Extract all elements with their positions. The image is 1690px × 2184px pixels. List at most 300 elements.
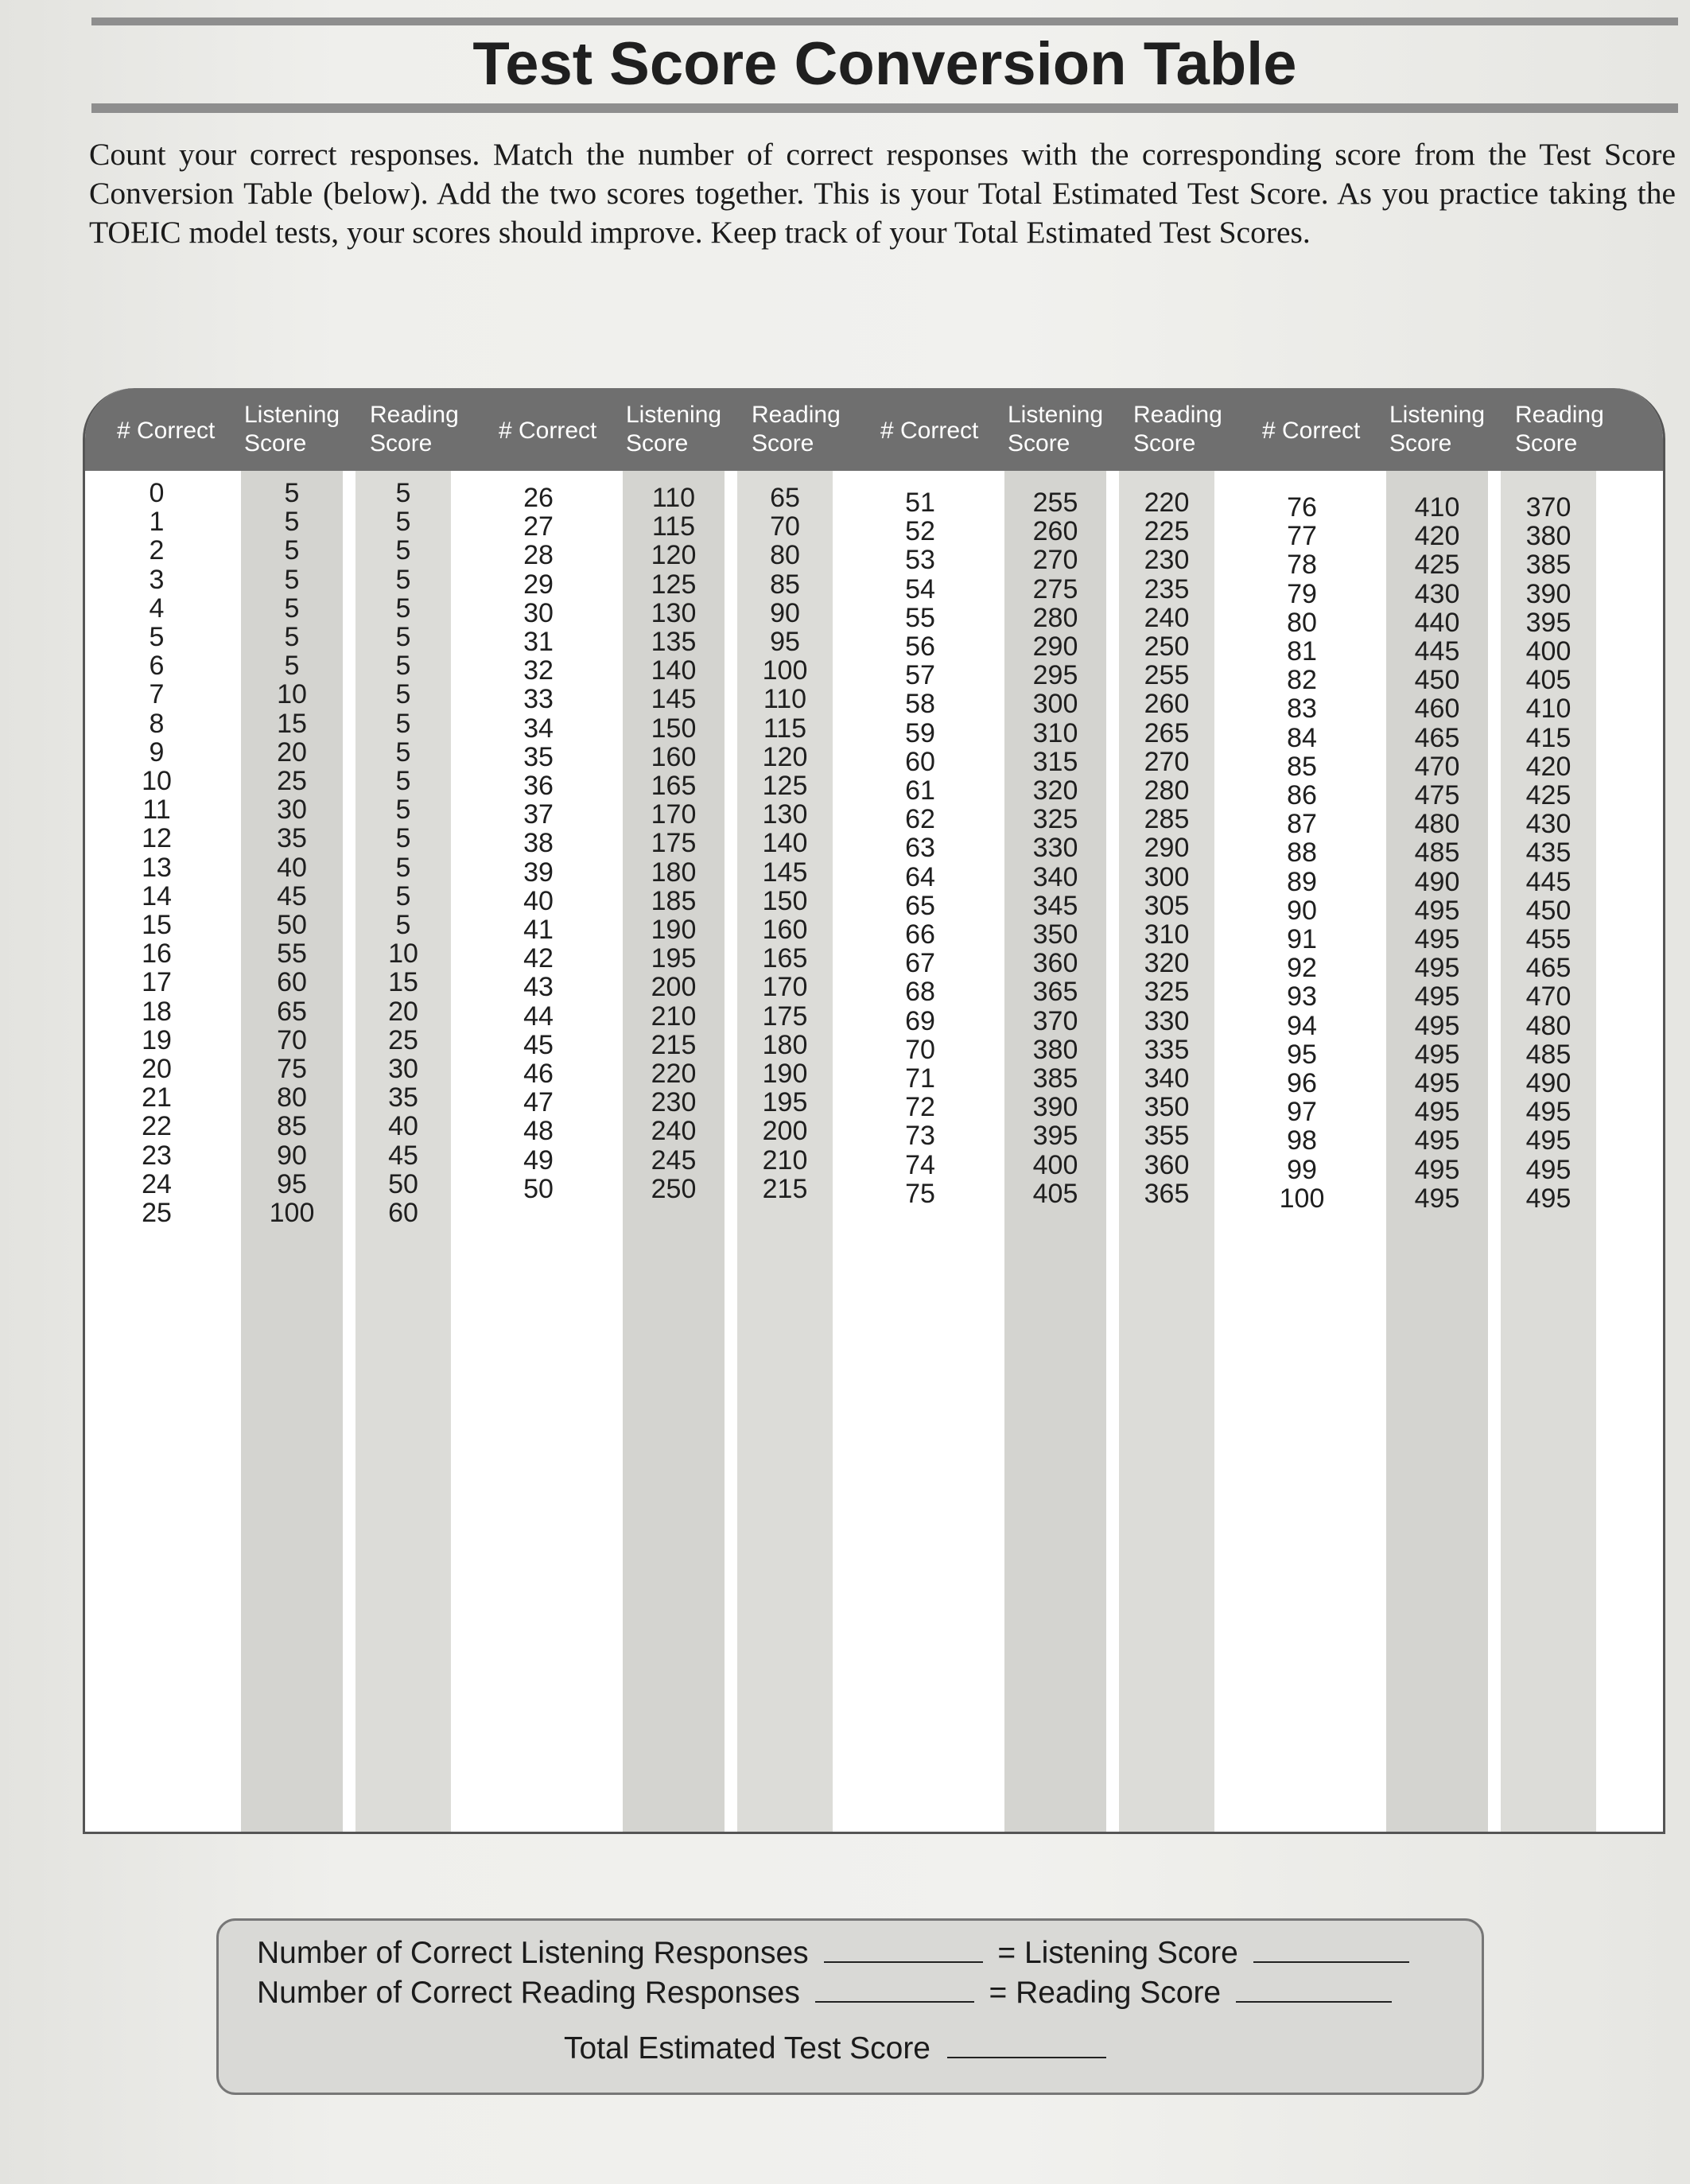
reading-cell: 265 bbox=[1144, 717, 1190, 748]
correct-cell: 48 bbox=[523, 1116, 554, 1147]
reading-cell: 85 bbox=[770, 569, 800, 600]
correct-cell: 22 bbox=[142, 1111, 172, 1142]
header-reading: Reading bbox=[370, 402, 459, 428]
reading-cell: 80 bbox=[770, 540, 800, 571]
listening-cell: 440 bbox=[1414, 607, 1460, 638]
reading-cell: 290 bbox=[1144, 833, 1190, 864]
listening-cell: 110 bbox=[651, 483, 696, 513]
correct-cell: 84 bbox=[1287, 722, 1317, 753]
reading-cell: 395 bbox=[1525, 607, 1572, 638]
reading-cell: 285 bbox=[1144, 804, 1190, 835]
header-listening: Listening bbox=[244, 402, 340, 428]
reading-cell: 305 bbox=[1144, 890, 1190, 921]
reading-cell: 480 bbox=[1525, 1010, 1572, 1041]
listening-cell: 180 bbox=[651, 857, 697, 888]
reading-cell: 190 bbox=[762, 1059, 808, 1089]
reading-responses-blank[interactable] bbox=[815, 1976, 974, 2003]
correct-cell: 82 bbox=[1287, 665, 1317, 696]
listening-cell: 400 bbox=[1032, 1149, 1078, 1180]
correct-cell: 65 bbox=[905, 890, 935, 921]
correct-cell: 85 bbox=[1287, 751, 1317, 782]
reading-cell: 270 bbox=[1144, 746, 1190, 777]
listening-cell: 170 bbox=[651, 799, 697, 830]
reading-cell: 175 bbox=[762, 1001, 808, 1032]
listening-cell: 140 bbox=[651, 655, 697, 686]
correct-cell: 69 bbox=[905, 1005, 935, 1036]
listening-cell: 215 bbox=[651, 1029, 697, 1060]
correct-cell: 3 bbox=[149, 564, 165, 595]
reading-cell: 240 bbox=[1144, 602, 1190, 633]
correct-cell: 56 bbox=[905, 631, 935, 662]
correct-cell: 87 bbox=[1287, 809, 1317, 840]
reading-cell: 100 bbox=[762, 655, 808, 686]
correct-cell: 74 bbox=[905, 1149, 935, 1180]
listening-cell: 5 bbox=[284, 535, 300, 566]
correct-cell: 25 bbox=[142, 1198, 172, 1228]
correct-cell: 90 bbox=[1287, 895, 1317, 926]
correct-cell: 39 bbox=[523, 857, 554, 888]
correct-cell: 19 bbox=[142, 1024, 172, 1055]
correct-cell: 12 bbox=[142, 823, 172, 854]
reading-cell: 365 bbox=[1144, 1178, 1190, 1209]
correct-cell: 2 bbox=[149, 535, 165, 566]
listening-cell: 25 bbox=[277, 766, 307, 796]
reading-cell: 5 bbox=[395, 795, 411, 826]
reading-cell: 470 bbox=[1525, 981, 1572, 1012]
listening-cell: 190 bbox=[651, 915, 697, 945]
correct-cell: 0 bbox=[149, 478, 165, 508]
listening-responses-blank[interactable] bbox=[824, 1936, 983, 1963]
correct-cell: 91 bbox=[1287, 924, 1317, 954]
reading-cell: 230 bbox=[1144, 545, 1190, 576]
correct-cell: 35 bbox=[523, 741, 554, 772]
listening-cell: 195 bbox=[651, 943, 697, 974]
reading-cell: 5 bbox=[395, 679, 411, 710]
page-title: Test Score Conversion Table bbox=[472, 30, 1297, 98]
reading-cell: 225 bbox=[1144, 516, 1190, 547]
correct-cell: 49 bbox=[523, 1144, 554, 1176]
header-listening-score: Score bbox=[244, 430, 307, 457]
listening-cell: 420 bbox=[1414, 521, 1460, 552]
correct-cell: 15 bbox=[142, 910, 172, 940]
header-reading-score: Score bbox=[1133, 430, 1196, 457]
header-listening: Listening bbox=[626, 402, 722, 428]
correct-cell: 11 bbox=[142, 795, 171, 826]
reading-cell: 5 bbox=[395, 852, 411, 883]
reading-cell: 5 bbox=[395, 622, 411, 652]
listening-cell: 130 bbox=[651, 597, 697, 628]
reading-cell: 5 bbox=[395, 910, 411, 940]
correct-cell: 73 bbox=[905, 1121, 935, 1152]
correct-cell: 99 bbox=[1287, 1154, 1317, 1185]
correct-cell: 32 bbox=[523, 655, 554, 686]
listening-cell: 430 bbox=[1414, 578, 1460, 609]
reading-cell: 40 bbox=[388, 1111, 418, 1142]
listening-cell: 495 bbox=[1414, 1010, 1460, 1041]
correct-cell: 30 bbox=[523, 597, 554, 628]
correct-cell: 58 bbox=[905, 689, 935, 720]
correct-cell: 33 bbox=[523, 684, 554, 715]
reading-cell: 5 bbox=[395, 535, 411, 566]
correct-cell: 6 bbox=[149, 651, 165, 682]
listening-cell: 495 bbox=[1414, 1183, 1460, 1214]
reading-cell: 445 bbox=[1525, 866, 1572, 897]
correct-cell: 24 bbox=[142, 1168, 172, 1199]
reading-cell: 115 bbox=[763, 713, 807, 744]
listening-cell: 220 bbox=[651, 1059, 697, 1089]
reading-cell: 5 bbox=[395, 708, 411, 739]
reading-cell: 250 bbox=[1144, 631, 1190, 662]
reading-cell: 430 bbox=[1525, 809, 1572, 840]
reading-cell: 410 bbox=[1525, 694, 1572, 725]
correct-cell: 78 bbox=[1287, 550, 1317, 581]
reading-cell: 130 bbox=[762, 799, 808, 830]
reading-cell: 400 bbox=[1525, 636, 1572, 666]
listening-cell: 475 bbox=[1414, 780, 1460, 810]
listening-cell: 120 bbox=[651, 540, 697, 571]
header-reading-score: Score bbox=[752, 430, 814, 457]
listening-cell: 90 bbox=[277, 1140, 307, 1171]
correct-cell: 88 bbox=[1287, 837, 1317, 869]
score-summary-box bbox=[216, 1918, 1484, 2095]
correct-cell: 42 bbox=[523, 943, 554, 974]
listening-cell: 5 bbox=[284, 478, 300, 508]
listening-cell: 75 bbox=[277, 1054, 307, 1084]
reading-cell: 120 bbox=[762, 741, 808, 772]
listening-cell: 50 bbox=[277, 910, 307, 940]
listening-cell: 45 bbox=[277, 880, 307, 911]
reading-cell: 220 bbox=[1144, 488, 1190, 518]
listening-cell: 100 bbox=[269, 1198, 315, 1228]
reading-cell: 385 bbox=[1525, 550, 1572, 581]
correct-cell: 81 bbox=[1287, 636, 1317, 666]
reading-cell: 30 bbox=[388, 1054, 418, 1084]
correct-cell: 7 bbox=[149, 679, 165, 710]
correct-cell: 13 bbox=[142, 852, 172, 883]
total-score-blank[interactable] bbox=[947, 2031, 1106, 2058]
listening-cell: 495 bbox=[1414, 1097, 1460, 1128]
listening-responses-label: Number of Correct Listening Responses bbox=[257, 1936, 809, 1970]
reading-cell: 495 bbox=[1525, 1154, 1572, 1185]
correct-cell: 10 bbox=[142, 766, 172, 796]
correct-cell: 83 bbox=[1287, 694, 1317, 725]
reading-cell: 25 bbox=[388, 1024, 418, 1055]
listening-cell: 200 bbox=[651, 972, 697, 1003]
reading-cell: 20 bbox=[388, 996, 418, 1027]
correct-cell: 16 bbox=[142, 938, 172, 970]
correct-cell: 95 bbox=[1287, 1039, 1317, 1070]
correct-cell: 66 bbox=[905, 919, 935, 950]
reading-cell: 300 bbox=[1144, 861, 1190, 892]
correct-cell: 8 bbox=[149, 708, 165, 739]
reading-cell: 5 bbox=[395, 507, 411, 538]
reading-cell: 350 bbox=[1144, 1092, 1190, 1123]
score-conversion-table bbox=[83, 388, 1665, 1834]
correct-cell: 68 bbox=[905, 977, 935, 1008]
reading-cell: 90 bbox=[770, 597, 800, 628]
reading-cell: 235 bbox=[1144, 573, 1190, 604]
reading-cell: 50 bbox=[388, 1168, 418, 1199]
correct-cell: 89 bbox=[1287, 866, 1317, 897]
correct-cell: 34 bbox=[523, 713, 554, 744]
correct-cell: 62 bbox=[905, 804, 935, 835]
reading-cell: 335 bbox=[1144, 1034, 1190, 1065]
correct-cell: 54 bbox=[905, 573, 935, 604]
reading-cell: 425 bbox=[1525, 780, 1572, 810]
listening-cell: 495 bbox=[1414, 924, 1460, 954]
correct-cell: 60 bbox=[905, 746, 935, 777]
correct-cell: 38 bbox=[523, 828, 554, 859]
reading-cell: 145 bbox=[762, 857, 808, 888]
correct-cell: 17 bbox=[142, 967, 172, 998]
listening-cell: 350 bbox=[1032, 919, 1078, 950]
table-column-group bbox=[1230, 388, 1612, 1832]
listening-cell: 495 bbox=[1414, 1068, 1460, 1098]
correct-cell: 75 bbox=[905, 1178, 935, 1209]
correct-cell: 23 bbox=[142, 1140, 172, 1171]
listening-cell: 325 bbox=[1032, 804, 1078, 835]
correct-cell: 31 bbox=[523, 627, 554, 657]
listening-cell: 495 bbox=[1414, 895, 1460, 926]
listening-cell: 145 bbox=[651, 684, 697, 715]
header-correct: # Correct bbox=[880, 418, 979, 444]
reading-cell: 5 bbox=[395, 880, 411, 911]
reading-cell: 5 bbox=[395, 651, 411, 682]
correct-cell: 61 bbox=[905, 775, 935, 806]
reading-cell: 5 bbox=[395, 823, 411, 854]
correct-cell: 44 bbox=[523, 1001, 554, 1032]
header-reading: Reading bbox=[1515, 402, 1604, 428]
correct-cell: 64 bbox=[905, 861, 935, 892]
listening-cell: 5 bbox=[284, 507, 300, 538]
reading-cell: 15 bbox=[388, 967, 418, 998]
correct-cell: 40 bbox=[523, 885, 554, 916]
reading-score-label: = Reading Score bbox=[989, 1976, 1222, 2010]
listening-cell: 410 bbox=[1414, 492, 1460, 523]
listening-cell: 495 bbox=[1414, 1125, 1460, 1156]
listening-cell: 450 bbox=[1414, 665, 1460, 696]
listening-cell: 445 bbox=[1414, 636, 1460, 666]
listening-cell: 245 bbox=[651, 1144, 697, 1176]
listening-cell: 40 bbox=[277, 852, 307, 883]
header-listening-score: Score bbox=[1389, 430, 1452, 457]
listening-cell: 300 bbox=[1032, 689, 1078, 720]
reading-cell: 5 bbox=[395, 736, 411, 768]
correct-cell: 92 bbox=[1287, 953, 1317, 984]
listening-cell: 495 bbox=[1414, 1039, 1460, 1070]
listening-cell: 270 bbox=[1032, 545, 1078, 576]
correct-cell: 76 bbox=[1287, 492, 1317, 523]
reading-cell: 170 bbox=[762, 972, 808, 1003]
listening-cell: 320 bbox=[1032, 775, 1078, 806]
listening-cell: 250 bbox=[651, 1173, 697, 1204]
correct-cell: 26 bbox=[523, 483, 554, 513]
listening-cell: 55 bbox=[277, 938, 307, 970]
header-correct: # Correct bbox=[117, 418, 216, 444]
listening-cell: 495 bbox=[1414, 1154, 1460, 1185]
total-score-label: Total Estimated Test Score bbox=[564, 2031, 930, 2065]
listening-cell: 240 bbox=[651, 1116, 697, 1147]
listening-cell: 15 bbox=[277, 708, 307, 739]
listening-cell: 5 bbox=[284, 564, 300, 595]
correct-cell: 98 bbox=[1287, 1125, 1317, 1156]
reading-cell: 95 bbox=[770, 627, 800, 657]
listening-cell: 175 bbox=[651, 828, 697, 859]
reading-cell: 125 bbox=[762, 771, 808, 801]
listening-cell: 70 bbox=[277, 1024, 307, 1055]
reading-cell: 65 bbox=[770, 483, 800, 513]
listening-cell: 160 bbox=[651, 741, 697, 772]
listening-cell: 385 bbox=[1032, 1063, 1078, 1094]
reading-cell: 140 bbox=[762, 828, 808, 859]
reading-cell: 45 bbox=[388, 1140, 418, 1171]
reading-cell: 150 bbox=[762, 885, 808, 916]
correct-cell: 57 bbox=[905, 660, 935, 691]
header-reading-score: Score bbox=[370, 430, 433, 457]
listening-cell: 255 bbox=[1032, 488, 1078, 518]
correct-cell: 21 bbox=[142, 1082, 172, 1113]
reading-cell: 5 bbox=[395, 766, 411, 796]
reading-cell: 340 bbox=[1144, 1063, 1190, 1094]
correct-cell: 46 bbox=[523, 1059, 554, 1089]
reading-cell: 495 bbox=[1525, 1097, 1572, 1128]
reading-cell: 215 bbox=[762, 1173, 808, 1204]
listening-score-blank[interactable] bbox=[1253, 1936, 1409, 1963]
listening-score-label: = Listening Score bbox=[997, 1936, 1238, 1970]
listening-cell: 495 bbox=[1414, 981, 1460, 1012]
listening-cell: 480 bbox=[1414, 809, 1460, 840]
reading-cell: 10 bbox=[388, 938, 418, 970]
correct-cell: 5 bbox=[149, 622, 165, 652]
listening-cell: 380 bbox=[1032, 1034, 1078, 1065]
listening-cell: 230 bbox=[651, 1087, 697, 1118]
listening-cell: 425 bbox=[1414, 550, 1460, 581]
reading-cell: 255 bbox=[1144, 660, 1190, 691]
reading-cell: 495 bbox=[1525, 1125, 1572, 1156]
table-column-group bbox=[849, 388, 1230, 1832]
correct-cell: 37 bbox=[523, 799, 554, 830]
correct-cell: 96 bbox=[1287, 1068, 1317, 1098]
header-reading-score: Score bbox=[1515, 430, 1578, 457]
correct-cell: 1 bbox=[149, 507, 165, 538]
table-column-group bbox=[85, 388, 467, 1832]
reading-cell: 405 bbox=[1525, 665, 1572, 696]
listening-cell: 150 bbox=[651, 713, 697, 744]
reading-cell: 485 bbox=[1525, 1039, 1572, 1070]
reading-cell: 35 bbox=[388, 1082, 418, 1113]
listening-cell: 60 bbox=[277, 967, 307, 998]
reading-cell: 180 bbox=[762, 1029, 808, 1060]
listening-cell: 315 bbox=[1032, 746, 1078, 777]
header-listening-score: Score bbox=[1008, 430, 1070, 457]
reading-cell: 70 bbox=[770, 511, 800, 542]
listening-cell: 115 bbox=[651, 511, 696, 542]
listening-cell: 210 bbox=[651, 1001, 697, 1032]
listening-cell: 260 bbox=[1032, 516, 1078, 547]
reading-cell: 320 bbox=[1144, 948, 1190, 979]
listening-cell: 395 bbox=[1032, 1121, 1078, 1152]
reading-score-blank[interactable] bbox=[1236, 1976, 1392, 2003]
correct-cell: 72 bbox=[905, 1092, 935, 1123]
correct-cell: 97 bbox=[1287, 1097, 1317, 1128]
reading-cell: 390 bbox=[1525, 578, 1572, 609]
reading-cell: 260 bbox=[1144, 689, 1190, 720]
header-listening-score: Score bbox=[626, 430, 689, 457]
listening-cell: 95 bbox=[277, 1168, 307, 1199]
correct-cell: 55 bbox=[905, 602, 935, 633]
correct-cell: 20 bbox=[142, 1054, 172, 1084]
listening-cell: 405 bbox=[1032, 1178, 1078, 1209]
header-correct: # Correct bbox=[499, 418, 597, 444]
correct-cell: 29 bbox=[523, 569, 554, 600]
header-reading: Reading bbox=[1133, 402, 1222, 428]
listening-cell: 290 bbox=[1032, 631, 1078, 662]
correct-cell: 50 bbox=[523, 1173, 554, 1204]
listening-cell: 280 bbox=[1032, 602, 1078, 633]
listening-cell: 35 bbox=[277, 823, 307, 854]
listening-cell: 85 bbox=[277, 1111, 307, 1142]
reading-cell: 325 bbox=[1144, 977, 1190, 1008]
listening-cell: 330 bbox=[1032, 833, 1078, 864]
correct-cell: 52 bbox=[905, 516, 935, 547]
reading-cell: 310 bbox=[1144, 919, 1190, 950]
correct-cell: 100 bbox=[1279, 1183, 1325, 1214]
correct-cell: 80 bbox=[1287, 607, 1317, 638]
listening-cell: 30 bbox=[277, 795, 307, 826]
correct-cell: 59 bbox=[905, 717, 935, 748]
reading-cell: 210 bbox=[762, 1144, 808, 1176]
reading-cell: 60 bbox=[388, 1198, 418, 1228]
listening-cell: 20 bbox=[277, 736, 307, 768]
correct-cell: 9 bbox=[149, 736, 165, 768]
listening-cell: 310 bbox=[1032, 717, 1078, 748]
reading-cell: 370 bbox=[1525, 492, 1572, 523]
header-reading: Reading bbox=[752, 402, 841, 428]
listening-cell: 295 bbox=[1032, 660, 1078, 691]
correct-cell: 70 bbox=[905, 1034, 935, 1065]
reading-cell: 160 bbox=[762, 915, 808, 945]
correct-cell: 94 bbox=[1287, 1010, 1317, 1041]
header-correct: # Correct bbox=[1262, 418, 1361, 444]
listening-cell: 470 bbox=[1414, 751, 1460, 782]
listening-cell: 5 bbox=[284, 593, 300, 624]
listening-cell: 10 bbox=[277, 679, 307, 710]
listening-cell: 275 bbox=[1032, 573, 1078, 604]
correct-cell: 41 bbox=[523, 915, 554, 945]
listening-cell: 65 bbox=[277, 996, 307, 1027]
correct-cell: 77 bbox=[1287, 521, 1317, 552]
reading-cell: 490 bbox=[1525, 1068, 1572, 1098]
correct-cell: 93 bbox=[1287, 981, 1317, 1012]
correct-cell: 63 bbox=[905, 833, 935, 864]
header-listening: Listening bbox=[1389, 402, 1486, 428]
listening-cell: 460 bbox=[1414, 694, 1460, 725]
correct-cell: 4 bbox=[149, 593, 165, 624]
reading-cell: 110 bbox=[763, 684, 807, 715]
total-summary-line bbox=[564, 2030, 1106, 2067]
reading-cell: 465 bbox=[1525, 953, 1572, 984]
reading-cell: 380 bbox=[1525, 521, 1572, 552]
correct-cell: 71 bbox=[905, 1063, 935, 1094]
correct-cell: 51 bbox=[905, 488, 935, 518]
listening-cell: 390 bbox=[1032, 1092, 1078, 1123]
reading-cell: 200 bbox=[762, 1116, 808, 1147]
reading-cell: 435 bbox=[1525, 837, 1572, 869]
listening-cell: 340 bbox=[1032, 861, 1078, 892]
correct-cell: 86 bbox=[1287, 780, 1317, 810]
correct-cell: 67 bbox=[905, 948, 935, 979]
reading-responses-label: Number of Correct Reading Responses bbox=[257, 1976, 800, 2010]
